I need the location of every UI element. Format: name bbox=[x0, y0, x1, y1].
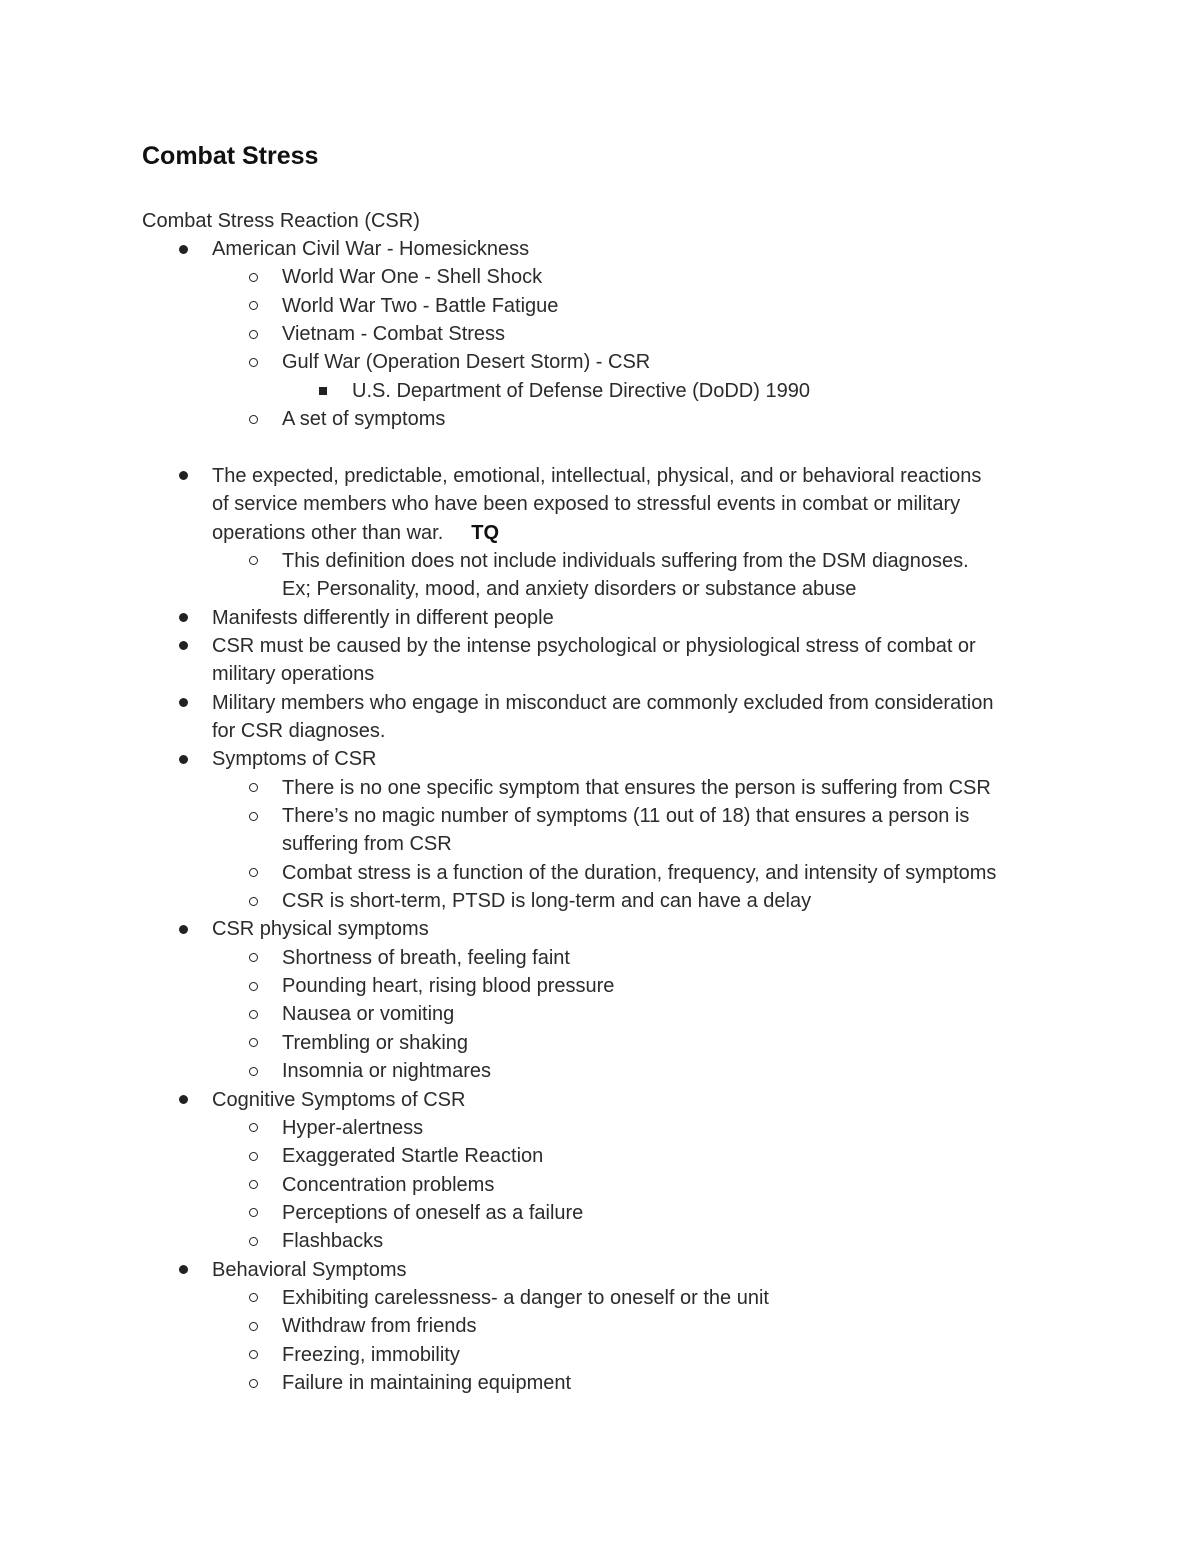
bullet-circle-icon bbox=[249, 982, 258, 991]
bullet-circle-icon bbox=[249, 1038, 258, 1047]
list-item-text bbox=[282, 887, 811, 915]
list-item-text bbox=[282, 944, 570, 972]
list-item-line: Nausea or vomiting bbox=[282, 1003, 455, 1026]
list-item-text bbox=[282, 1142, 543, 1170]
list-item-text bbox=[282, 320, 505, 348]
bullet-disc-icon bbox=[179, 641, 188, 650]
list-item-text bbox=[282, 1114, 423, 1142]
list-item-text bbox=[282, 547, 969, 575]
bullet-circle-icon bbox=[249, 1322, 258, 1331]
bullet-circle-icon bbox=[249, 812, 258, 821]
list-item-text bbox=[282, 292, 558, 320]
list-item-line: military operations bbox=[212, 663, 375, 686]
bullet-circle-icon bbox=[249, 556, 258, 565]
list-item-text bbox=[282, 1171, 494, 1199]
list-item-text bbox=[282, 348, 650, 376]
list-item-text bbox=[212, 1256, 407, 1284]
list-item-line: Exhibiting carelessness- a danger to oneself or the unit bbox=[282, 1286, 769, 1309]
bullet-circle-icon bbox=[249, 1293, 258, 1302]
list-item-text bbox=[282, 1000, 454, 1028]
list-item-line: operations other than war. bbox=[212, 521, 444, 544]
list-item-text bbox=[282, 263, 542, 291]
list-item-line: Perceptions of oneself as a failure bbox=[282, 1201, 584, 1224]
list-item-text bbox=[282, 1227, 383, 1255]
bullet-disc-icon bbox=[179, 698, 188, 707]
list-item-line: A set of symptoms bbox=[282, 408, 446, 431]
list-item-line: The expected, predictable, emotional, intellectual, physical, and or behavioral reactions bbox=[212, 464, 982, 487]
bullet-disc-icon bbox=[179, 755, 188, 764]
bullet-disc-icon bbox=[179, 925, 188, 934]
list-item-text bbox=[282, 1029, 468, 1057]
list-item-line: Cognitive Symptoms of CSR bbox=[212, 1088, 466, 1111]
list-item-line: Failure in maintaining equipment bbox=[282, 1372, 572, 1394]
list-item-line: U.S. Department of Defense Directive (DoDD) 1990 bbox=[352, 379, 810, 402]
list-item-line: Exaggerated Startle Reaction bbox=[282, 1145, 544, 1168]
list-item-text bbox=[282, 774, 991, 802]
list-item-text bbox=[212, 1086, 465, 1114]
list-item-line: There’s no magic number of symptoms (11 out of 18) that ensures a person is bbox=[282, 805, 970, 827]
bullet-square-icon bbox=[319, 387, 327, 395]
bullet-circle-icon bbox=[249, 1379, 258, 1388]
list-item-line: for CSR diagnoses. bbox=[212, 719, 386, 742]
list-item-text bbox=[212, 235, 529, 263]
list-item-line: Trembling or shaking bbox=[282, 1031, 469, 1054]
list-item-line: CSR physical symptoms bbox=[212, 918, 429, 941]
bullet-circle-icon bbox=[249, 1180, 258, 1189]
list-item-line: suffering from CSR bbox=[282, 833, 452, 856]
list-item-line: Military members who engage in misconduct are commonly excluded from consideration bbox=[212, 691, 994, 714]
bullet-circle-icon bbox=[249, 953, 258, 962]
bullet-disc-icon bbox=[179, 1265, 188, 1274]
list-item-line: World War One - Shell Shock bbox=[282, 266, 543, 289]
list-item-text bbox=[282, 1341, 460, 1369]
list-item-line: American Civil War - Homesickness bbox=[212, 238, 530, 260]
list-item-text bbox=[282, 405, 445, 433]
tq-tag: TQ bbox=[471, 521, 500, 544]
list-item-text bbox=[212, 490, 960, 518]
list-item-text bbox=[212, 462, 981, 490]
list-item-line: World War Two - Battle Fatigue bbox=[282, 294, 559, 317]
list-item-text bbox=[212, 519, 499, 547]
list-item-text bbox=[282, 1284, 769, 1312]
list-item-text bbox=[212, 717, 385, 745]
bullet-circle-icon bbox=[249, 273, 258, 282]
list-item-text bbox=[282, 972, 614, 1000]
list-item-text bbox=[282, 1057, 491, 1085]
list-item-line: Withdraw from friends bbox=[282, 1315, 477, 1338]
list-item-text bbox=[282, 575, 856, 603]
list-item-text bbox=[212, 745, 376, 773]
list-item-line: CSR is short-term, PTSD is long-term and can have a delay bbox=[282, 890, 812, 913]
list-item-text bbox=[212, 689, 993, 717]
bullet-circle-icon bbox=[249, 1067, 258, 1076]
list-item-line: Gulf War (Operation Desert Storm) - CSR bbox=[282, 351, 651, 374]
list-item-text bbox=[282, 1312, 477, 1340]
bullet-circle-icon bbox=[249, 897, 258, 906]
bullet-circle-icon bbox=[249, 1152, 258, 1161]
list-item-line: This definition does not include individuals suffering from the DSM diagnoses. bbox=[282, 549, 969, 572]
page-title: Combat Stress bbox=[142, 142, 319, 170]
list-item-line: There is no one specific symptom that ensures the person is suffering from CSR bbox=[282, 776, 991, 799]
bullet-circle-icon bbox=[249, 1350, 258, 1359]
bullet-circle-icon bbox=[249, 868, 258, 877]
list-item-line: of service members who have been exposed to stressful events in combat or military bbox=[212, 493, 961, 516]
list-item-text bbox=[282, 802, 969, 830]
list-item-text bbox=[212, 604, 554, 632]
list-item-line: Pounding heart, rising blood pressure bbox=[282, 975, 615, 998]
list-item-text bbox=[282, 1369, 571, 1397]
list-item-text bbox=[282, 1199, 583, 1227]
list-item-line: Combat stress is a function of the duration, frequency, and intensity of symptoms bbox=[282, 861, 997, 884]
list-item-text bbox=[212, 915, 429, 943]
list-item-text bbox=[212, 632, 976, 660]
bullet-circle-icon bbox=[249, 1010, 258, 1019]
list-item-text bbox=[282, 859, 996, 887]
bullet-circle-icon bbox=[249, 1237, 258, 1246]
list-item-line: Insomnia or nightmares bbox=[282, 1060, 491, 1083]
bullet-circle-icon bbox=[249, 415, 258, 424]
bullet-disc-icon bbox=[179, 245, 188, 254]
bullet-circle-icon bbox=[249, 301, 258, 310]
bullet-circle-icon bbox=[249, 1208, 258, 1217]
list-item-line: Manifests differently in different people bbox=[212, 606, 554, 629]
list-item-line: Ex; Personality, mood, and anxiety disorders or substance abuse bbox=[282, 578, 857, 601]
list-item-line: Hyper-alertness bbox=[282, 1116, 424, 1139]
bullet-circle-icon bbox=[249, 330, 258, 339]
bullet-circle-icon bbox=[249, 783, 258, 792]
list-item-line: Freezing, immobility bbox=[282, 1343, 460, 1366]
list-item-line: Concentration problems bbox=[282, 1173, 495, 1196]
list-item-line: Shortness of breath, feeling faint bbox=[282, 946, 570, 969]
list-item-line: CSR must be caused by the intense psychological or physiological stress of combat or bbox=[212, 634, 976, 657]
list-item-text bbox=[352, 377, 810, 405]
bullet-disc-icon bbox=[179, 471, 188, 480]
list-item-line: Flashbacks bbox=[282, 1230, 384, 1253]
list-item-line: Vietnam - Combat Stress bbox=[282, 323, 506, 346]
bullet-disc-icon bbox=[179, 1095, 188, 1104]
section-heading: Combat Stress Reaction (CSR) bbox=[142, 210, 420, 232]
list-item-text bbox=[212, 660, 374, 688]
bullet-disc-icon bbox=[179, 613, 188, 622]
bullet-circle-icon bbox=[249, 358, 258, 367]
list-item-line: Behavioral Symptoms bbox=[212, 1258, 407, 1281]
list-item-text bbox=[282, 830, 452, 858]
list-item-line: Symptoms of CSR bbox=[212, 748, 377, 771]
bullet-circle-icon bbox=[249, 1123, 258, 1132]
